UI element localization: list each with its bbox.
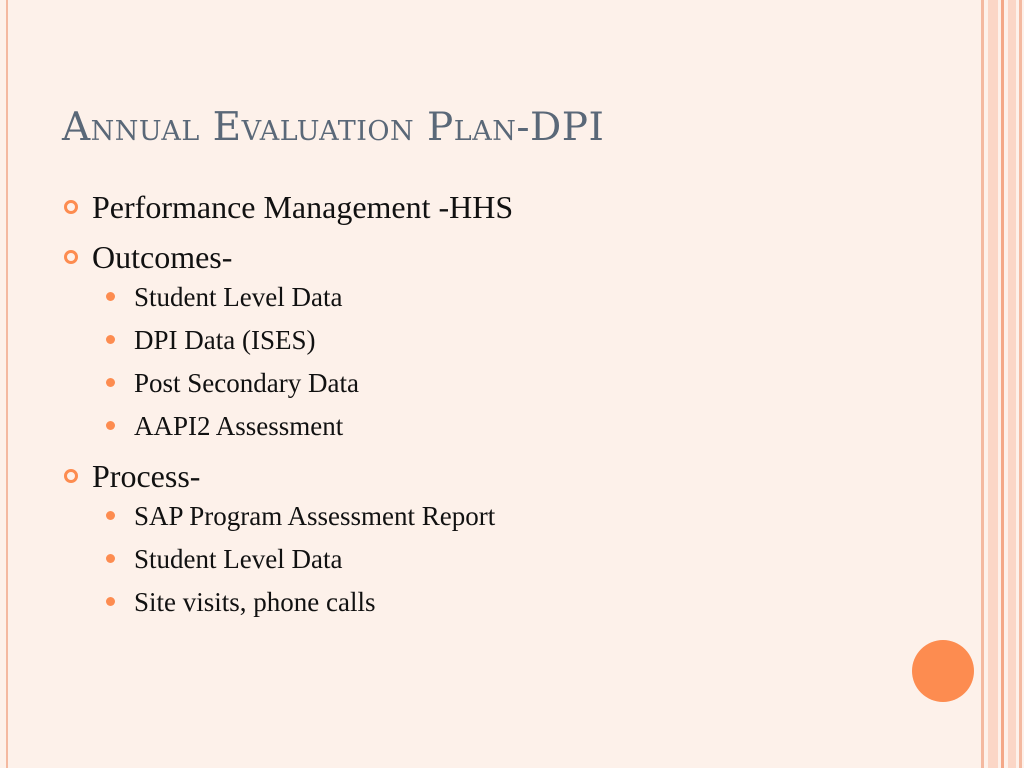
- stripe: [1019, 0, 1022, 768]
- sub-bullet: [62, 325, 882, 368]
- dot-bullet-icon: [106, 511, 115, 520]
- sub-bullet: [62, 411, 882, 454]
- dot-bullet-icon: [106, 554, 115, 563]
- sub-bullet: [62, 587, 882, 630]
- sub-bullet: [62, 501, 882, 544]
- ring-bullet-icon: [64, 250, 78, 264]
- dot-bullet-icon: [106, 597, 115, 606]
- dot-bullet-icon: [106, 421, 115, 430]
- sub-bullet: [62, 368, 882, 411]
- sub-bullet-label: Student Level Data: [134, 544, 343, 574]
- bullet-label: Outcomes-: [92, 239, 233, 275]
- stripe: [1008, 0, 1016, 768]
- sub-bullet-label: AAPI2 Assessment: [134, 411, 344, 441]
- sub-bullet: [62, 544, 882, 587]
- slide-content: [62, 188, 882, 630]
- sub-bullet-label: DPI Data (ISES): [134, 325, 316, 355]
- dot-bullet-icon: [106, 378, 115, 387]
- bullet-label: Performance Management -HHS: [92, 189, 514, 225]
- stripe: [1001, 0, 1004, 768]
- stripe: [988, 0, 998, 768]
- decorative-circle: [912, 640, 974, 702]
- dot-bullet-icon: [106, 292, 115, 301]
- ring-bullet-icon: [64, 200, 78, 214]
- stripe: [981, 0, 984, 768]
- bullet-performance-management: [62, 188, 882, 232]
- sub-bullet-label: SAP Program Assessment Report: [134, 501, 496, 531]
- dot-bullet-icon: [106, 335, 115, 344]
- sub-bullet-label: Site visits, phone calls: [134, 587, 376, 617]
- slide-title: Annual Evaluation Plan-DPI: [62, 105, 605, 150]
- ring-bullet-icon: [64, 469, 78, 483]
- sub-bullet-label: Student Level Data: [134, 282, 343, 312]
- bullet-label: Process-: [92, 458, 201, 494]
- right-decorative-stripes: [976, 0, 1024, 768]
- left-border-line: [6, 0, 8, 768]
- sub-bullet: [62, 282, 882, 325]
- bullet-process: [62, 457, 882, 501]
- sub-bullet-label: Post Secondary Data: [134, 368, 359, 398]
- bullet-outcomes: [62, 238, 882, 282]
